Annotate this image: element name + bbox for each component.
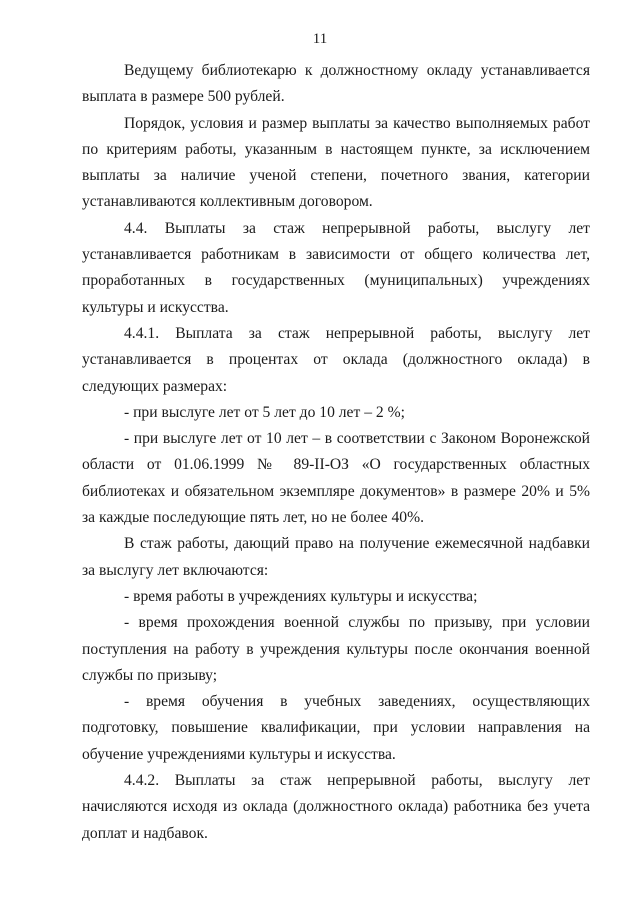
paragraph-quality-payment-order: Порядок, условия и размер выплаты за качество выполняемых работ по критериям работы, указанным в настоящем пункте, за исключением выплаты за наличие ученой степени, почетного звания, категории устанавливаются коллективным договором. bbox=[82, 114, 590, 211]
page-number: 11 bbox=[312, 31, 328, 47]
document-body bbox=[82, 58, 590, 847]
list-item-education: - время обучения в учебных заведениях, осуществляющих подготовку, повышение квалификации, при условии направления на обучение учреждениями культуры и искусства. bbox=[82, 693, 590, 763]
list-item-military-service: - время прохождения военной службы по призыву, при условии поступления на работу в учреждения культуры после окончания военной службы по призыву; bbox=[82, 614, 590, 684]
paragraph-4-4-2: 4.4.2. Выплаты за стаж непрерывной работы, выслугу лет начисляются исходя из оклада (должностного оклада) работника без учета доплат и надбавок. bbox=[82, 772, 590, 842]
paragraph-seniority-includes: В стаж работы, дающий право на получение ежемесячной надбавки за выслугу лет включаются: bbox=[82, 535, 590, 579]
paragraph-lead-librarian-payment: Ведущему библиотекарю к должностному окладу устанавливается выплата в размере 500 рублей. bbox=[82, 62, 590, 106]
list-item-5-to-10-years: - при выслуге лет от 5 лет до 10 лет – 2 %; bbox=[124, 403, 405, 421]
list-item-culture-work: - время работы в учреждениях культуры и искусства; bbox=[124, 587, 478, 605]
list-item-over-10-years: - при выслуге лет от 10 лет – в соответствии с Законом Воронежской области от 01.06.1999 № 89-II-ОЗ «О государственных областных библиотеках и обязательном экземпляре документов» в размере 20% и 5% за каждые последующие пять лет, но не более 40%. bbox=[82, 430, 590, 527]
paragraph-4-4: 4.4. Выплаты за стаж непрерывной работы, выслугу лет устанавливается работникам в зависимости от общего количества лет, проработанных в государственных (муниципальных) учреждениях культуры и искусства. bbox=[82, 219, 590, 316]
paragraph-4-4-1: 4.4.1. Выплата за стаж непрерывной работы, выслугу лет устанавливается в процентах от оклада (должностного оклада) в следующих размерах: bbox=[82, 324, 590, 395]
